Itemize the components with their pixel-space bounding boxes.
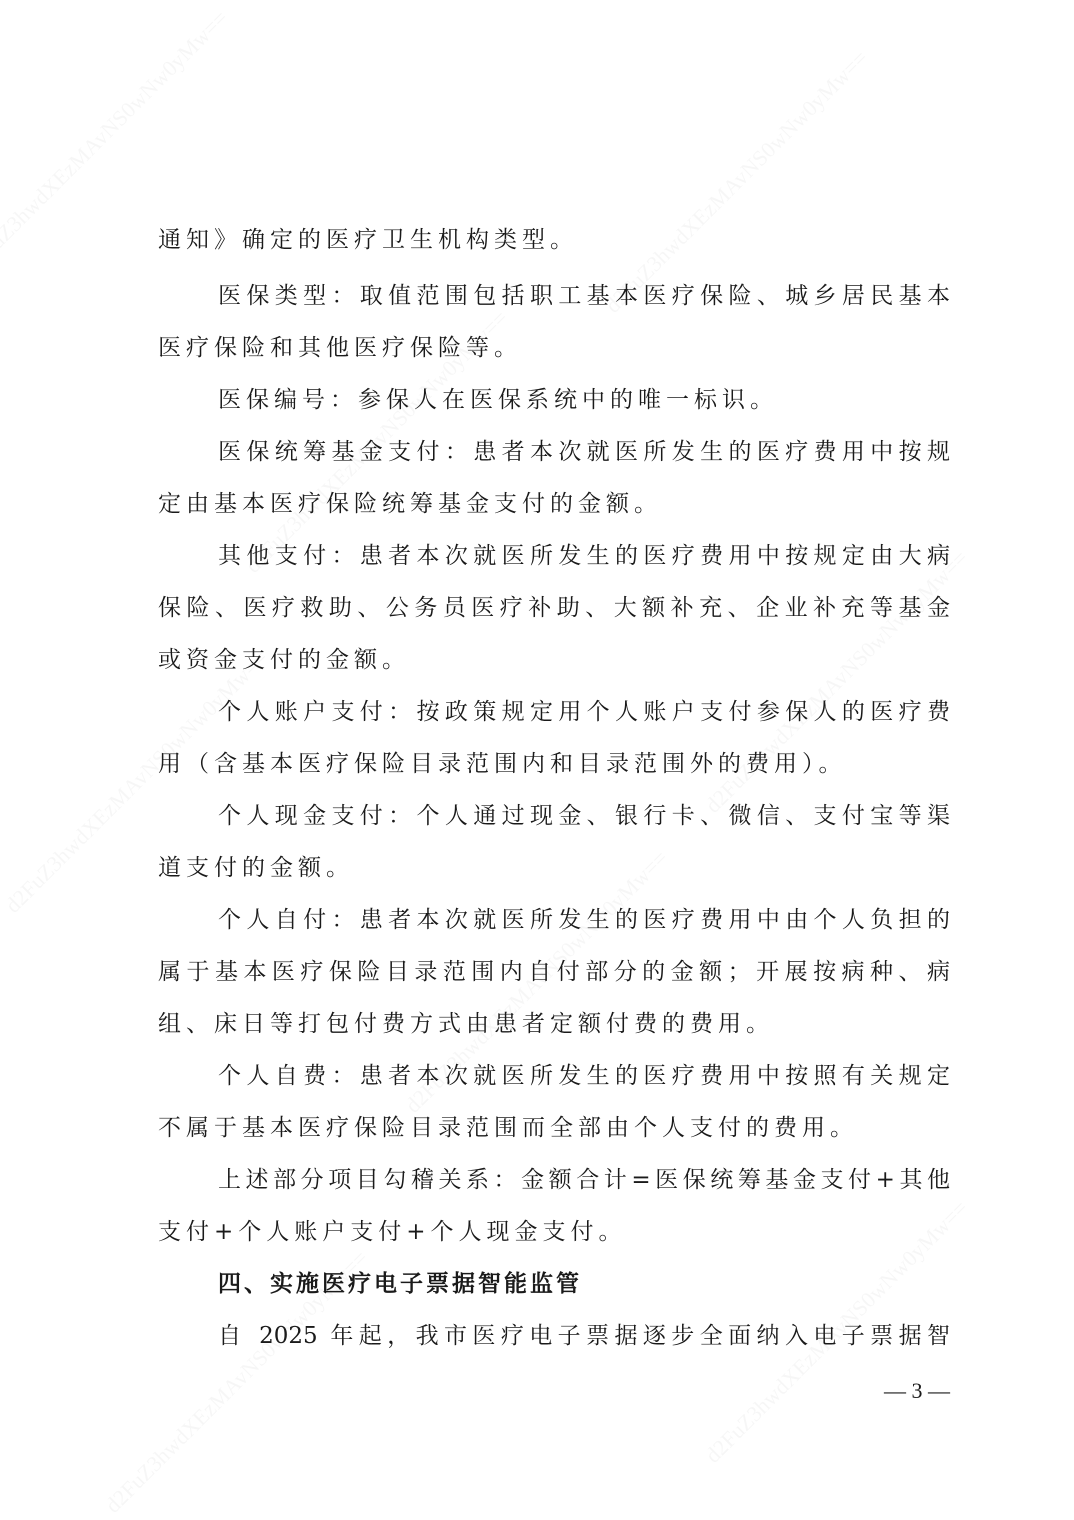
paragraph-line: 属于基本医疗保险目录范围内自付部分的金额；开展按病种、病: [158, 959, 950, 985]
paragraph-line: 支付+个人账户支付+个人现金支付。: [158, 1219, 627, 1245]
paragraph-line: 医保编号：参保人在医保系统中的唯一标识。: [218, 387, 778, 413]
paragraph-line: 医疗保险和其他医疗保险等。: [158, 335, 522, 361]
paragraph-line: 个人自付：患者本次就医所发生的医疗费用中由个人负担的: [218, 907, 950, 933]
paragraph-line: 医保类型：取值范围包括职工基本医疗保险、城乡居民基本: [218, 283, 950, 309]
paragraph-line: 用（含基本医疗保险目录范围内和目录范围外的费用）。: [158, 751, 847, 777]
paragraph-line: 道支付的金额。: [158, 855, 354, 881]
section-heading: 四、实施医疗电子票据智能监管: [218, 1271, 582, 1297]
paragraph-line: 自 2025 年起，我市医疗电子票据逐步全面纳入电子票据智: [218, 1323, 950, 1349]
paragraph-line: 个人现金支付：个人通过现金、银行卡、微信、支付宝等渠: [218, 803, 950, 829]
paragraph-line: 个人自费：患者本次就医所发生的医疗费用中按照有关规定: [218, 1063, 950, 1089]
paragraph-line: 保险、医疗救助、公务员医疗补助、大额补充、企业补充等基金: [158, 595, 950, 621]
paragraph-line: 组、床日等打包付费方式由患者定额付费的费用。: [158, 1011, 774, 1037]
paragraph-line: 个人账户支付：按政策规定用个人账户支付参保人的医疗费: [218, 699, 950, 725]
paragraph-line: 医保统筹基金支付：患者本次就医所发生的医疗费用中按规: [218, 439, 950, 465]
document-body: [158, 214, 950, 1362]
paragraph-line: 或资金支付的金额。: [158, 647, 410, 673]
paragraph-line: 其他支付：患者本次就医所发生的医疗费用中按规定由大病: [218, 543, 950, 569]
continuation-line: 通知》确定的医疗卫生机构类型。: [158, 227, 578, 253]
paragraph-line: 上述部分项目勾稽关系：金额合计=医保统筹基金支付+其他: [218, 1167, 950, 1193]
page-number: — 3 —: [884, 1378, 950, 1403]
paragraph-line: 不属于基本医疗保险目录范围而全部由个人支付的费用。: [158, 1115, 858, 1141]
paragraph-line: 定由基本医疗保险统筹基金支付的金额。: [158, 491, 662, 517]
